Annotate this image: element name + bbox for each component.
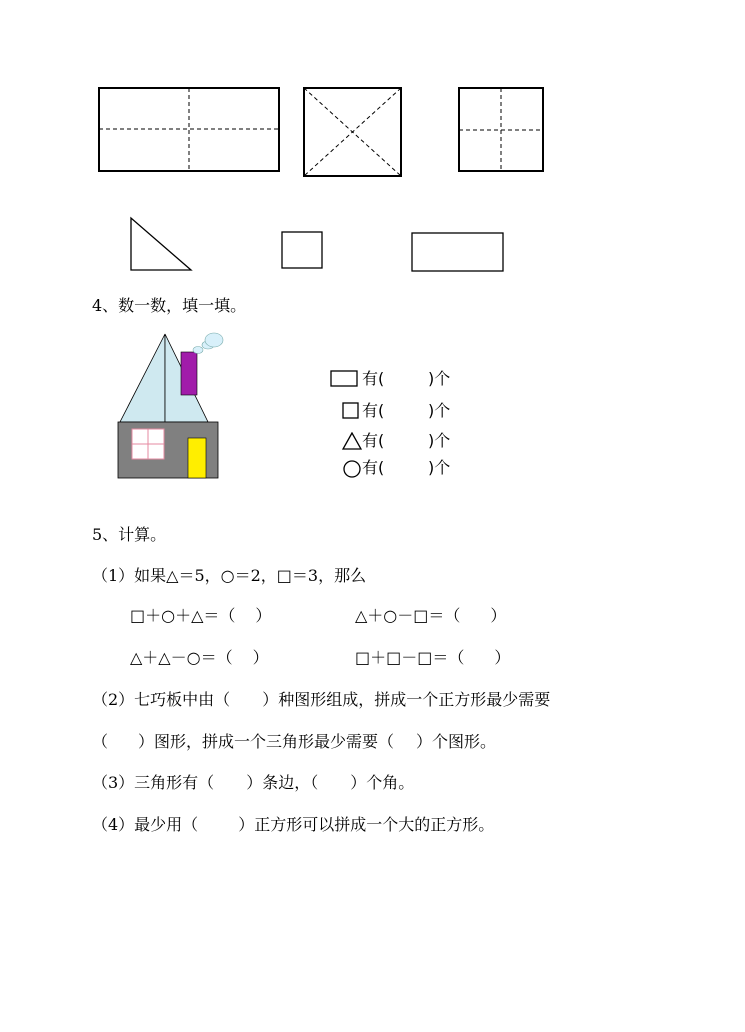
circle-icon — [342, 459, 362, 479]
legend-text: 有( — [362, 401, 385, 420]
q5-part2-line2-c: ）个图形。 — [416, 732, 497, 751]
chimney — [181, 352, 197, 395]
q5-part2-line2-b: ）图形，拼成一个三角形最少需要（ — [138, 732, 395, 751]
q5-part2-line2-a: （ — [92, 732, 109, 751]
q5-part1-intro: （1）如果△＝5，○＝2，□＝3，那么 — [92, 566, 367, 585]
q5-part4-a: （4）最少用（ — [92, 815, 199, 834]
small-square-shape — [282, 232, 322, 268]
rectangle-icon — [330, 370, 360, 388]
wide-rectangle-shape — [412, 233, 503, 271]
legend-text: 有( — [362, 458, 385, 477]
triangle-icon — [342, 432, 362, 450]
q5-part4-b: ）正方形可以拼成一个大的正方形。 — [238, 815, 495, 834]
equation-a — [130, 606, 271, 626]
rectangle-fold-diagram — [99, 88, 279, 171]
equation-c-close: ） — [252, 648, 269, 667]
legend-close: )个 — [428, 369, 451, 388]
equation-c — [130, 648, 269, 668]
q5-part3 — [92, 773, 414, 793]
equation-d-close: ） — [494, 648, 511, 667]
q5-part2-line1 — [92, 690, 550, 710]
equation-d-text: □＋□－□＝（ — [355, 648, 465, 667]
equation-b — [355, 606, 506, 626]
equation-b-close: ） — [490, 606, 507, 625]
window — [132, 429, 164, 459]
square-icon — [342, 402, 360, 420]
square-cross-fold-diagram — [459, 88, 543, 171]
q5-part2-line1-b: ）种图形组成，拼成一个正方形最少需要 — [262, 690, 551, 709]
smoke-circle-small — [193, 347, 203, 354]
legend-close: )个 — [428, 458, 451, 477]
house-picture — [110, 328, 230, 488]
q5-part2-line2 — [92, 732, 496, 752]
legend-close: )个 — [428, 431, 451, 450]
q5-part2-line1-a: （2）七巧板中由（ — [92, 690, 231, 709]
q4-title: 4、数一数，填一填。 — [92, 296, 247, 315]
smoke-circle-large — [205, 333, 223, 347]
q5-part3-b: ）条边，（ — [246, 773, 319, 792]
right-triangle-shape — [131, 218, 191, 270]
square-diagonal-fold-diagram — [304, 88, 401, 176]
equation-d — [355, 648, 510, 668]
equation-b-text: △＋○－□＝（ — [355, 606, 461, 625]
roof-triangle-left — [120, 334, 165, 422]
q5-part4 — [92, 815, 494, 835]
equation-a-close: ） — [255, 606, 272, 625]
q5-title: 5、计算。 — [92, 525, 167, 544]
door — [188, 438, 206, 478]
legend-text: 有( — [362, 369, 385, 388]
legend-text: 有( — [362, 431, 385, 450]
q5-part3-a: （3）三角形有（ — [92, 773, 215, 792]
top-shapes — [0, 0, 745, 300]
equation-c-text: △＋△－○＝（ — [130, 648, 233, 667]
legend-close: )个 — [428, 401, 451, 420]
equation-a-text: □＋○＋△＝（ — [130, 606, 236, 625]
q5-part3-c: ）个角。 — [350, 773, 415, 792]
